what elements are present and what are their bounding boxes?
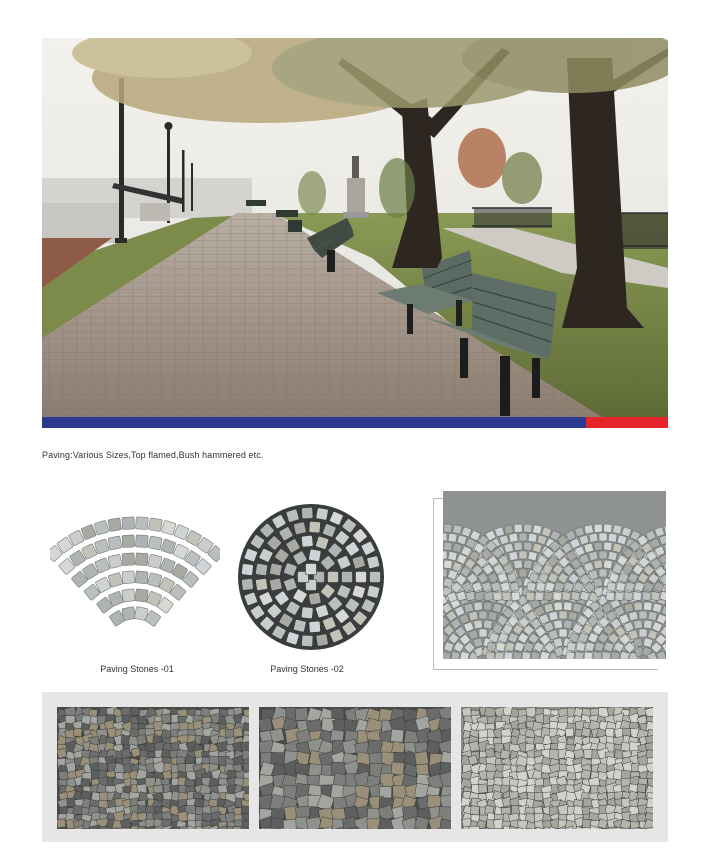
fan-pattern-paving-photo <box>443 491 666 659</box>
cube-pile-photo-1 <box>57 707 249 829</box>
product-label-02: Paving Stones -02 <box>270 664 344 674</box>
paving-caption: Paving:Various Sizes,Top flamed,Bush hammered etc. <box>42 450 264 460</box>
hero-photo <box>42 38 668 417</box>
circle-paving-stone-image <box>236 502 386 652</box>
cube-pile-photo-3 <box>461 707 653 829</box>
accent-bar-blue <box>42 417 586 428</box>
fan-paving-stone-image <box>50 510 220 640</box>
accent-bar-red <box>586 417 668 428</box>
cube-pile-photo-2 <box>259 707 451 829</box>
product-label-01: Paving Stones -01 <box>100 664 174 674</box>
